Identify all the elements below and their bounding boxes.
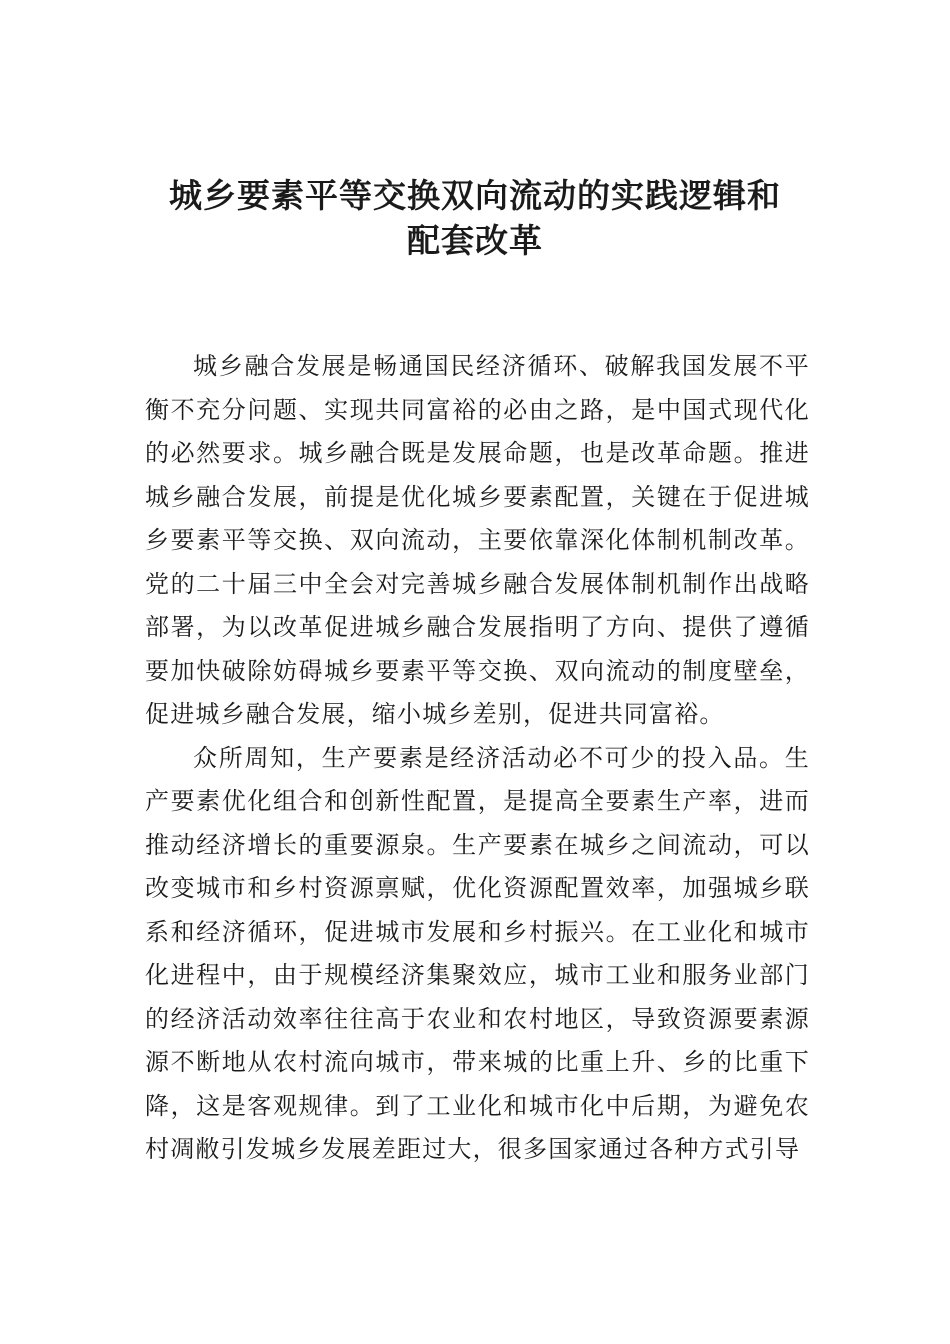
document-title-line-2: 配套改革 <box>407 221 543 260</box>
paragraph-2: 众所周知，生产要素是经济活动必不可少的投入品。生产要素优化组合和创新性配置，是提高全要素生产率，进而推动经济增长的重要源泉。生产要素在城乡之间流动，可以改变城市和乡村资源禀赋，优化资源配置效率，加强城乡联系和经济循环，促进城市发展和乡村振兴。在工业化和城市化进程中，由于规模经济集聚效应，城市工业和服务业部门的经济活动效率往往高于农业和农村地区，导致资源要素源源不断地从农村流向城市，带来城的比重上升、乡的比重下降，这是客观规律。到了工业化和城市化中后期，为避免农村凋敝引发城乡发展差距过大，很多国家通过各种方式引导 <box>145 743 810 1163</box>
paragraph-1: 城乡融合发展是畅通国民经济循环、破解我国发展不平衡不充分问题、实现共同富裕的必由之路，是中国式现代化的必然要求。城乡融合既是发展命题，也是改革命题。推进城乡融合发展，前提是优化城乡要素配置，关键在于促进城乡要素平等交换、双向流动，主要依靠深化体制机制改革。党的二十届三中全会对完善城乡融合发展体制机制作出战略部署，为以改革促进城乡融合发展指明了方向、提供了遵循要加快破除妨碍城乡要素平等交换、双向流动的制度壁垒，促进城乡融合发展，缩小城乡差别，促进共同富裕。 <box>145 352 810 728</box>
document-title-line-1: 城乡要素平等交换双向流动的实践逻辑和 <box>169 176 781 215</box>
document-body <box>145 345 810 1172</box>
